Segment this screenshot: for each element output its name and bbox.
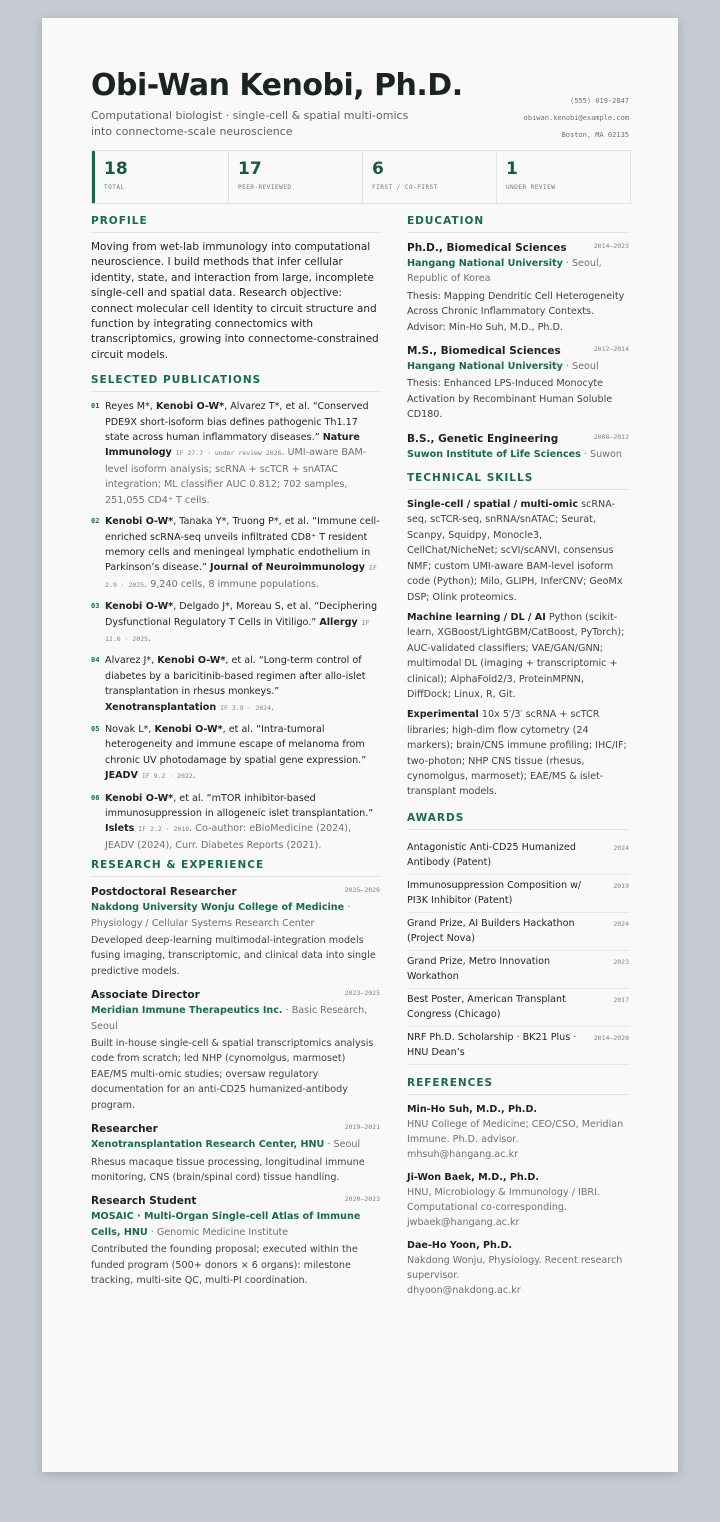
- reference-affiliation: Nakdong Wonju, Physiology. Recent research supervisor.: [407, 1254, 623, 1281]
- resume-page: [42, 18, 678, 1472]
- education-title: B.S., Genetic Engineering: [407, 432, 559, 445]
- reference-item: [407, 1102, 629, 1162]
- experience-description: Contributed the founding proposal; executed within the funded program (500+ donors × 6 organs): milestone tracking, multi-site QC, multi-PI coordination.: [91, 1244, 358, 1286]
- experience-org-name: Meridian Immune Therapeutics Inc.: [91, 1005, 283, 1017]
- skill-item: [407, 497, 629, 605]
- awards-list: [407, 837, 629, 1065]
- publication-impact: IF 2.2 · 2019: [134, 825, 190, 834]
- reference-affiliation: HNU College of Medicine; CEO/CSO, Meridian Immune. Ph.D. advisor.: [407, 1118, 624, 1145]
- award-item: [407, 989, 629, 1027]
- publication-impact: IF 3.9 · 2024: [216, 703, 272, 712]
- publication-journal: Nature Immunology: [105, 432, 360, 459]
- education-org-detail: · Seoul, Republic of Korea: [407, 258, 602, 285]
- experience-title: Postdoctoral Researcher: [91, 886, 237, 899]
- experience-title: Researcher: [91, 1123, 158, 1136]
- publication-note: . Co-author: eBioMedicine (2024), JEADV (2024), Curr. Diabetes Reports (2021).: [105, 823, 352, 851]
- reference-name: Dae-Ho Yoon, Ph.D.: [407, 1239, 513, 1251]
- experience-organization: [91, 900, 380, 931]
- publication-impact: IF 27.7 · under review 2026: [171, 449, 282, 458]
- award-year: 2024: [613, 919, 629, 928]
- experience-entry: [91, 1121, 380, 1185]
- publication-self-author: Kenobi O-W*: [154, 723, 223, 735]
- education-date: 2014–2023: [593, 242, 629, 250]
- education-date: 2012–2014: [593, 345, 629, 354]
- education-org-detail: · Suwon: [580, 448, 622, 460]
- award-item: [407, 837, 629, 875]
- publication-coauthors-lead: Alvarez J*,: [105, 655, 158, 667]
- reference-affiliation: HNU, Microbiology & Immunology / IBRI. Computational co-corresponding.: [407, 1186, 600, 1213]
- experience-entry: [91, 987, 380, 1113]
- stat-label: UNDER REVIEW: [506, 184, 556, 191]
- experience-organization: [91, 1209, 380, 1240]
- publication-coauthors: , Tanaka Y*, Truong P*, et al.: [173, 516, 313, 528]
- publication-coauthors-lead: Novak L*,: [105, 723, 155, 735]
- publication-item: [91, 514, 380, 593]
- publication-title: “mTOR inhibitor-based immunosuppression in allogeneic islet transplantation.”: [105, 792, 374, 819]
- education-heading: EDUCATION: [407, 215, 629, 233]
- education-entry: [407, 343, 629, 423]
- publication-coauthors: , et al.: [173, 792, 207, 804]
- experience-description: Rhesus macaque tissue processing, longitudinal immune monitoring, CNS (brain/spinal cord) tissue handling.: [91, 1156, 365, 1183]
- publications-heading: SELECTED PUBLICATIONS: [91, 374, 380, 392]
- reference-email[interactable]: jwbaek@hangang.ac.kr: [407, 1216, 520, 1228]
- education-entry: [407, 431, 629, 462]
- candidate-name: Obi-Wan Kenobi, Ph.D.: [91, 68, 463, 103]
- publication-title: “Immune cell-enriched scRNA-seq unveils infiltrated CD8⁺ T resident memory cells and meningeal lymphatic endothelium in Parkinson’s disease.”: [105, 516, 380, 574]
- education-description: Thesis: Enhanced LPS-Induced Monocyte Activation by Recombinant Human Soluble CD180.: [407, 378, 613, 421]
- experience-org-name: Nakdong University Wonju College of Medicine: [91, 902, 345, 914]
- education-title: Ph.D., Biomedical Sciences: [407, 242, 567, 254]
- publication-stats: [91, 150, 631, 204]
- publication-self-author: Kenobi O-W*: [155, 401, 225, 413]
- publication-self-author: Kenobi O-W*: [105, 516, 174, 528]
- publication-text: [105, 722, 380, 785]
- publication-coauthors-lead: Reyes M*,: [105, 401, 156, 413]
- profile-heading: PROFILE: [91, 215, 380, 233]
- award-item: [407, 1027, 629, 1065]
- publication-list: [91, 399, 380, 853]
- award-item: [407, 951, 629, 989]
- candidate-tagline: Computational biologist · single-cell & spatial multi-omics into connectome-scale neuroscience: [91, 109, 409, 138]
- award-name: Best Poster, American Transplant Congress (Chicago): [407, 993, 566, 1020]
- publication-title: “Intra-tumoral heterogeneity and immune escape of melanoma from chronic UV photodamage by spatial gene expression.”: [105, 723, 367, 766]
- experience-description: Developed deep-learning multimodal-integration models fusing imaging, transcriptomic, and clinical data into single predictive models.: [91, 935, 376, 977]
- education-organization: [407, 256, 629, 287]
- award-year: 2017: [613, 995, 629, 1004]
- education-date: 2008–2012: [593, 432, 629, 441]
- contact-email[interactable]: obiwan.kenobi@example.com: [523, 114, 629, 122]
- skill-category: Experimental: [407, 709, 479, 721]
- publication-number: 04: [91, 656, 100, 665]
- publication-coauthors: , Delgado J*, Moreau S, et al.: [173, 601, 315, 613]
- reference-name: Min-Ho Suh, M.D., Ph.D.: [407, 1103, 538, 1115]
- award-name: NRF Ph.D. Scholarship · BK21 Plus · HNU Dean’s: [407, 1031, 577, 1058]
- publication-note: .: [148, 632, 152, 644]
- reference-item: [407, 1238, 629, 1298]
- publication-number: 03: [91, 602, 100, 611]
- publication-journal: Xenotransplantation: [105, 701, 217, 713]
- publication-journal: Islets: [105, 823, 135, 835]
- publication-impact: IF 2.9 · 2025: [105, 564, 377, 589]
- stat-value: 6: [372, 159, 384, 179]
- experience-organization: [91, 1003, 380, 1034]
- publication-impact: IF 12.6 · 2025: [105, 618, 370, 643]
- education-org-name: Suwon Institute of Life Sciences: [407, 448, 581, 460]
- skill-detail: scRNA-seq, scTCR-seq, snRNA/snATAC; Seurat, Scanpy, Squidpy, Monocle3, CellChat/NicheNet; scVI/scANVI, consensus NMF; custom UMI-aware BAM-level isoform code (Python); Milo, GLIPH, InferCNV; GeoMx DSP; Olink proteomics.: [407, 499, 623, 603]
- publication-self-author: Kenobi O-W*: [105, 792, 174, 804]
- stat-label: FIRST / CO-FIRST: [372, 184, 438, 191]
- stat-value: 18: [104, 159, 128, 179]
- experience-org-detail: · Physiology / Cellular Systems Research Center: [91, 902, 351, 929]
- skills-heading: TECHNICAL SKILLS: [407, 472, 629, 490]
- experience-list: [91, 884, 380, 1288]
- publication-coauthors: , et al.: [222, 723, 257, 735]
- award-year: 2019: [613, 881, 629, 890]
- publication-title: “Deciphering Dysfunctional Regulatory T Cells in Vitiligo.”: [105, 601, 378, 628]
- publication-text: [105, 653, 380, 716]
- publication-number: 05: [91, 724, 100, 733]
- education-organization: [407, 359, 629, 374]
- publication-text: [105, 599, 380, 647]
- skills-list: [407, 497, 629, 800]
- publication-title: “Conserved PDE9X short-isoform bias defines pathogenic Th1.17 state across human inflammatory diseases.”: [105, 401, 369, 444]
- award-year: 2014–2020: [593, 1033, 629, 1042]
- experience-title: Associate Director: [91, 989, 200, 1002]
- publication-journal: Journal of Neuroimmunology: [210, 562, 366, 574]
- experience-date: 2020–2023: [344, 1195, 380, 1204]
- profile-text: Moving from wet-lab immunology into computational neuroscience. I build methods that infer cellular identity, state, and interaction from large, incomplete single-cell and spatial data. Research objective: connect molecular cell identity to circuit structure and function by integrating connectomics with transcriptomics, growing into connectome-constrained circuit models.: [91, 241, 379, 361]
- experience-org-detail: · Basic Research, Seoul: [91, 1005, 368, 1032]
- publication-number: 02: [91, 517, 100, 526]
- stat-value: 1: [506, 159, 518, 179]
- experience-description: Built in-house single-cell & spatial transcriptomics analysis code from scratch; led NHP (cynomolgus, marmoset) EAE/MS multi-omic studies; oversaw regulatory documentation for an anti-CD25 humanized-antibody program.: [91, 1038, 374, 1111]
- publication-number: 06: [91, 793, 100, 802]
- publication-coauthors: , et al.: [225, 655, 259, 667]
- publication-text: [105, 791, 380, 854]
- award-name: Immunosuppression Composition w/ PI3K Inhibitor (Patent): [407, 879, 582, 906]
- education-description: Thesis: Mapping Dendritic Cell Heterogeneity Across Chronic Inflammatory Contexts. Advisor: Min-Ho Suh, M.D., Ph.D.: [407, 290, 625, 333]
- stat-label: TOTAL: [104, 184, 125, 191]
- award-name: Grand Prize, Metro Innovation Workathon: [407, 955, 551, 982]
- publication-item: [91, 722, 380, 785]
- experience-entry: [91, 884, 380, 979]
- reference-name: Ji-Won Baek, M.D., Ph.D.: [407, 1171, 539, 1183]
- experience-org-name: Xenotransplantation Research Center, HNU: [91, 1139, 325, 1151]
- reference-email[interactable]: mhsuh@hangang.ac.kr: [407, 1148, 519, 1160]
- experience-entry: [91, 1193, 380, 1288]
- publication-title: “Long-term control of diabetes by a baricitinib-based regimen after allo-islet transplantation in rhesus monkeys.”: [105, 655, 366, 698]
- contact-phone: (555) 019-2847: [569, 97, 629, 105]
- awards-heading: AWARDS: [407, 812, 629, 830]
- award-name: Grand Prize, AI Builders Hackathon (Project Nova): [407, 917, 575, 944]
- skill-item: [407, 707, 629, 799]
- references-list: [407, 1102, 629, 1298]
- publication-text: [105, 399, 380, 508]
- reference-email[interactable]: dhyoon@nakdong.ac.kr: [407, 1284, 521, 1296]
- publication-item: [91, 791, 380, 854]
- skill-item: [407, 610, 629, 702]
- experience-title: Research Student: [91, 1195, 197, 1208]
- publication-coauthors: , Alvarez T*, et al.: [224, 401, 313, 413]
- skill-category: Single-cell / spatial / multi-omic: [407, 499, 579, 511]
- skill-detail: Python (scikit-learn, XGBoost/LightGBM/CatBoost, PyTorch); AUC-validated classifiers; VAE/GAN/GNN; multimodal DL (imaging + transcriptomic + clinical); AlphaFold2/3, ProteinMPNN, DiffDock; Linux, R, Git.: [407, 611, 625, 700]
- education-org-detail: · Seoul: [562, 361, 599, 373]
- publication-item: [91, 653, 380, 716]
- skill-category: Machine learning / DL / AI: [407, 611, 546, 623]
- experience-date: 2023–2025: [344, 989, 380, 998]
- award-item: [407, 913, 629, 951]
- reference-item: [407, 1170, 629, 1230]
- education-organization: [407, 447, 629, 462]
- experience-org-detail: · Seoul: [324, 1139, 361, 1151]
- award-year: 2024: [613, 843, 629, 852]
- education-org-name: Hangang National University: [407, 258, 563, 269]
- publication-item: [91, 599, 380, 647]
- stat-total: [92, 151, 228, 203]
- publication-self-author: Kenobi O-W*: [105, 601, 174, 613]
- experience-org-detail: · Genomic Medicine Institute: [147, 1226, 289, 1238]
- publication-note: .: [192, 770, 196, 782]
- publication-note: . UMI-aware BAM-level isoform analysis; scRNA + scTCR + snATAC integration; ML classifier AUC 0.812; 702 samples, 251,055 CD4⁺ T cells.: [105, 447, 367, 506]
- left-column: [91, 215, 380, 1296]
- stat-peer-reviewed: [228, 151, 362, 203]
- award-name: Antagonistic Anti-CD25 Humanized Antibody (Patent): [407, 841, 576, 868]
- award-year: 2023: [613, 957, 629, 966]
- publication-journal: Allergy: [319, 616, 358, 628]
- publication-item: [91, 399, 380, 508]
- education-org-name: Hangang National University: [407, 361, 563, 373]
- publication-note: .: [271, 701, 275, 713]
- publication-note: . 9,240 cells, 8 immune populations.: [144, 578, 320, 590]
- publication-impact: IF 9.2 · 2022: [137, 772, 193, 781]
- publication-text: [105, 514, 380, 593]
- experience-date: 2019–2021: [344, 1123, 380, 1132]
- experience-organization: [91, 1137, 380, 1152]
- award-item: [407, 875, 629, 913]
- contact-block: [524, 93, 629, 144]
- experience-date: 2025–2026: [344, 886, 380, 895]
- contact-location: Boston, MA 02135: [561, 131, 629, 139]
- stat-first-author: [362, 151, 496, 203]
- stat-label: PEER-REVIEWED: [238, 184, 292, 191]
- stat-under-review: [496, 151, 630, 203]
- publication-self-author: Kenobi O-W*: [157, 655, 226, 667]
- experience-org-name: MOSAIC · Multi-Organ Single-cell Atlas of Immune Cells, HNU: [91, 1211, 361, 1238]
- skill-detail: 10x 5′/3′ scRNA + scTCR libraries; high-dim flow cytometry (24 markers); brain/CNS immune profiling; IHC/IF; two-photon; NHP CNS tissue (rhesus, cynomolgus, marmoset); EAE/MS & islet-transplant models.: [407, 709, 627, 798]
- references-heading: REFERENCES: [407, 1077, 629, 1095]
- education-list: [407, 240, 629, 462]
- education-entry: [407, 240, 629, 335]
- right-column: [407, 215, 629, 1306]
- experience-heading: RESEARCH & EXPERIENCE: [91, 859, 380, 877]
- publication-number: 01: [91, 402, 100, 411]
- publication-journal: JEADV: [105, 770, 138, 782]
- education-title: M.S., Biomedical Sciences: [407, 345, 561, 358]
- stat-value: 17: [238, 159, 262, 179]
